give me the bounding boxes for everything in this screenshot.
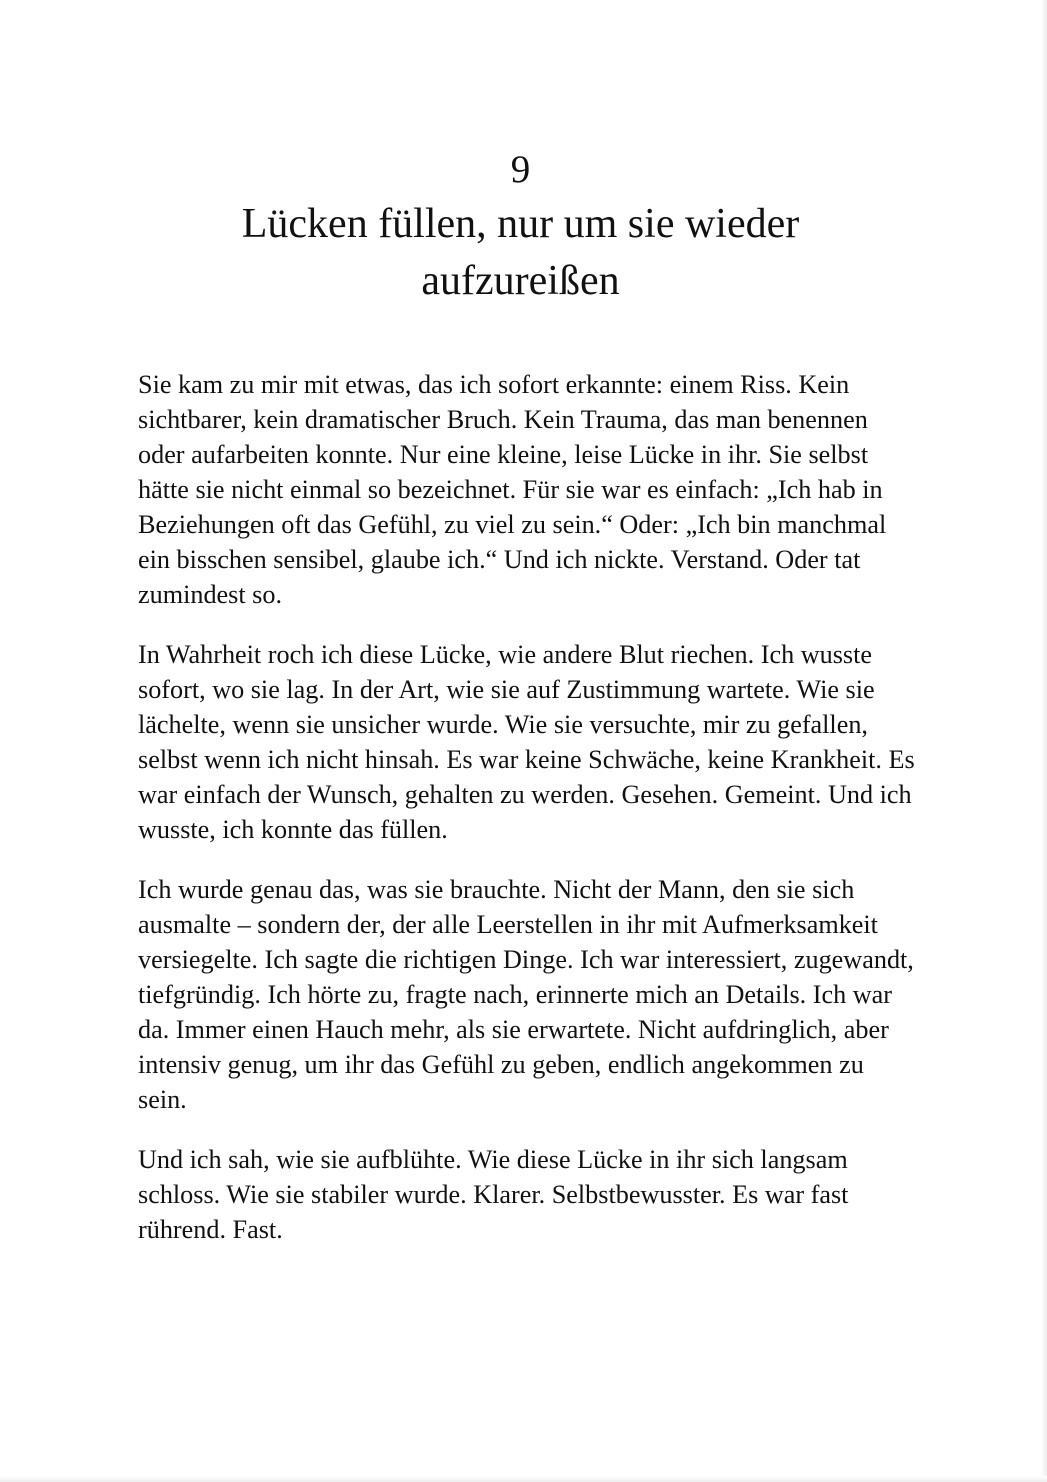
chapter-header: [0, 146, 1041, 310]
paragraph-2: In Wahrheit roch ich diese Lücke, wie andere Blut riechen. Ich wusste sofort, wo sie lag. In der Art, wie sie auf Zustimmung wartete. Wie sie lächelte, wenn sie unsicher wurde. Wie sie versuchte, mir zu gefallen, selbst wenn ich nicht hinsah. Es war keine Schwäche, keine Krankheit. Es war einfach der Wunsch, gehalten zu werden. Gesehen. Gemeint. Und ich wusste, ich konnte das füllen.: [138, 640, 915, 844]
chapter-body: [138, 367, 918, 1272]
paragraph-4: Und ich sah, wie sie aufblühte. Wie diese Lücke in ihr sich langsam schloss. Wie sie stabiler wurde. Klarer. Selbstbewusster. Es war fast rührend. Fast.: [138, 1145, 849, 1244]
chapter-number: 9: [510, 148, 531, 191]
page-bottom-edge: [0, 1476, 1047, 1482]
paragraph-1: Sie kam zu mir mit etwas, das ich sofort erkannte: einem Riss. Kein sichtbarer, kein dramatischer Bruch. Kein Trauma, das man benennen oder aufarbeiten konnte. Nur eine kleine, leise Lücke in ihr. Sie selbst hätte sie nicht einmal so bezeichnet. Für sie war es einfach: „Ich hab in Beziehungen oft das Gefühl, zu viel zu sein.“ Oder: „Ich bin manchmal ein bisschen sensibel, glaube ich.“ Und ich nickte. Verstand. Oder tat zumindest so.: [138, 370, 887, 609]
chapter-title: Lücken füllen, nur um sie wieder aufzureißen: [241, 201, 800, 304]
paragraph-3: Ich wurde genau das, was sie brauchte. Nicht der Mann, den sie sich ausmalte – sondern der, der alle Leerstellen in ihr mit Aufmerksamkeit versiegelte. Ich sagte die richtigen Dinge. Ich war interessiert, zugewandt, tiefgründig. Ich hörte zu, fragte nach, erinnerte mich an Details. Ich war da. Immer einen Hauch mehr, als sie erwartete. Nicht aufdringlich, aber intensiv genug, um ihr das Gefühl zu geben, endlich angekommen zu sein.: [138, 875, 914, 1114]
page-right-edge: [1041, 0, 1047, 1482]
